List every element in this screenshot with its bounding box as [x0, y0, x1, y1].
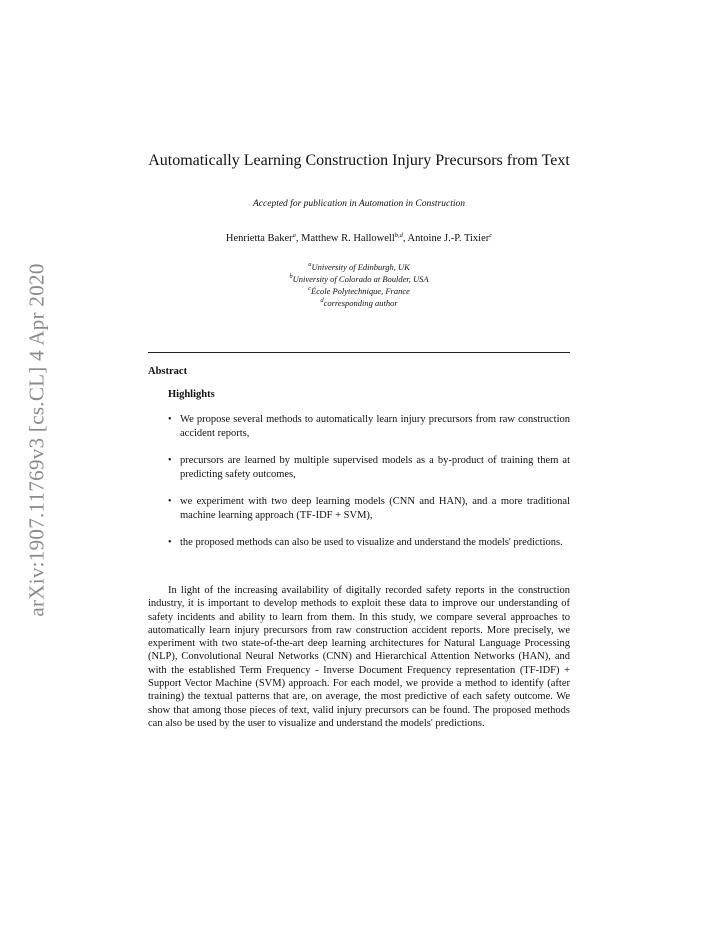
arxiv-identifier-stamp: arXiv:1907.11769v3 [cs.CL] 4 Apr 2020: [24, 263, 49, 617]
highlight-text: precursors are learned by multiple supervised models as a by-product of training them at predicting safety outcomes,: [180, 455, 570, 480]
author-affiliation-mark: c: [489, 232, 493, 239]
author: [226, 233, 301, 244]
author-name: Antoine J.-P. Tixier: [407, 233, 490, 244]
highlight-text: We propose several methods to automatically learn injury precursors from raw construction accident reports,: [180, 414, 570, 439]
bullet-icon: •: [168, 455, 172, 466]
author: [408, 233, 493, 244]
highlight-text: we experiment with two deep learning models (CNN and HAN), and a more traditional machine learning approach (TF-IDF + SVM),: [180, 496, 570, 521]
highlights-heading: Highlights: [168, 389, 215, 400]
author: [301, 233, 407, 244]
author-separator: ,: [295, 233, 302, 244]
affiliation-list: [148, 261, 570, 309]
author-list: [148, 233, 570, 244]
bullet-icon: •: [168, 496, 172, 507]
affiliation-text: University of Edinburgh, UK: [311, 262, 410, 272]
publication-note: Accepted for publication in Automation in Construction: [253, 199, 465, 209]
affiliation-text: University of Colorado at Boulder, USA: [292, 274, 429, 284]
affiliation: [148, 261, 570, 273]
affiliation-mark: b: [289, 273, 293, 280]
paper-title: Automatically Learning Construction Injury Precursors from Text: [148, 152, 570, 169]
affiliation: [148, 297, 570, 309]
highlight-item: [148, 536, 570, 550]
author-separator: ,: [402, 233, 408, 244]
affiliation: [148, 273, 570, 285]
highlight-text: the proposed methods can also be used to visualize and understand the models' predictions.: [180, 537, 563, 548]
abstract-heading: Abstract: [148, 366, 188, 377]
highlight-item: [148, 454, 570, 481]
bullet-icon: •: [168, 537, 172, 548]
abstract-body: In light of the increasing availability of digitally recorded safety reports in the construction industry, it is important to develop methods to exploit these data to improve our understanding of safety incidents and ability to learn from them. In this study, we compare several approaches to automatically learn injury precursors from raw construction accident reports. More precisely, we experiment with two state-of-the-art deep learning architectures for Natural Language Processing (NLP), Convolutional Neural Networks (CNN) and Hierarchical Attention Networks (HAN), and with the established Term Frequency - Inverse Document Frequency representation (TF-IDF) + Support Vector Machine (SVM) approach. For each model, we provide a method to identify (after training) the textual patterns that are, on average, the most predictive of each safety outcome. We show that among those pieces of text, valid injury precursors can be found. The proposed methods can also be used by the user to visualize and understand the models' predictions.: [148, 585, 570, 729]
author-affiliation-mark: a: [292, 232, 296, 239]
affiliation-mark: a: [308, 261, 312, 268]
author-name: Henrietta Baker: [225, 233, 293, 244]
affiliation-mark: d: [320, 297, 324, 304]
bullet-icon: •: [168, 414, 172, 425]
highlight-item: [148, 495, 570, 522]
section-divider: [148, 352, 570, 353]
affiliation-mark: c: [308, 285, 311, 292]
highlights-list: [148, 413, 570, 564]
affiliation-text: École Polytechnique, France: [311, 286, 410, 296]
affiliation: [148, 285, 570, 297]
highlight-item: [148, 413, 570, 440]
author-affiliation-mark: b,d: [394, 232, 403, 239]
author-name: Matthew R. Hallowell: [301, 233, 395, 244]
affiliation-text: corresponding author: [323, 298, 398, 308]
